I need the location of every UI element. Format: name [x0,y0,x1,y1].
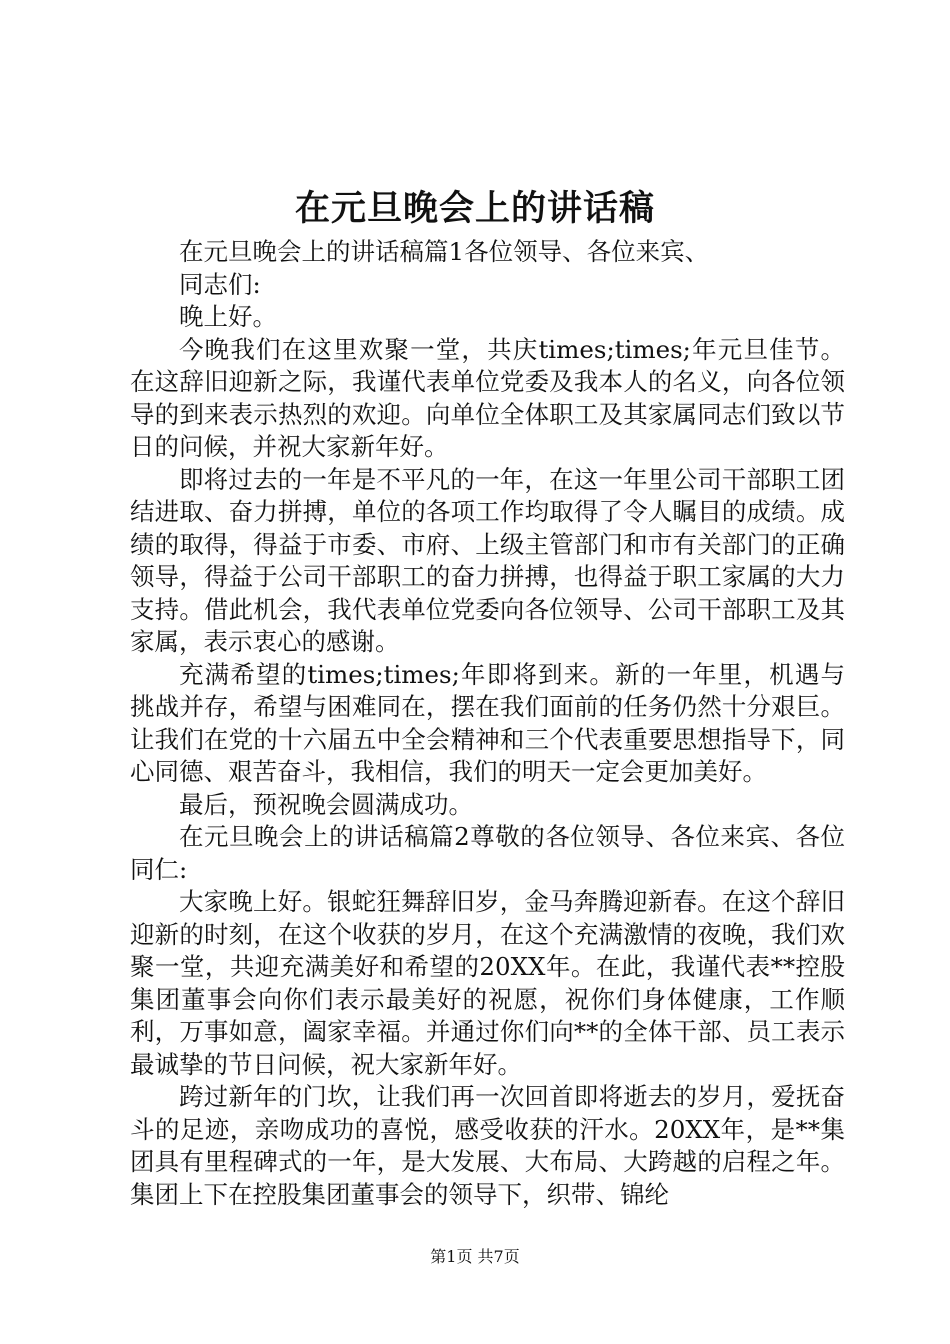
paragraph: 在元旦晚会上的讲话稿篇1各位领导、各位来宾、 [179,237,710,266]
paragraph: 充满希望的times;times;年即将到来。新的一年里，机遇与挑战并存，希望与困难同在，摆在我们面前的任务仍然十分艰巨。让我们在党的十六届五中全会精神和三个代表重要思想指导下，同心同德、艰苦奋斗，我相信，我们的明天一定会更加美好。 [130,659,845,786]
paragraph: 今晚我们在这里欢聚一堂，共庆times;times;年元旦佳节。在这辞旧迎新之际，我谨代表单位党委及我本人的名义，向各位领导的到来表示热烈的欢迎。向单位全体职工及其家属同志们致以节日的问候，并祝大家新年好。 [130,334,845,461]
paragraph: 同志们: [179,269,261,299]
paragraph: 在元旦晚会上的讲话稿篇2尊敬的各位领导、各位来宾、各位同仁: [130,822,845,884]
paragraph: 即将过去的一年是不平凡的一年，在这一年里公司干部职工团结进取、奋力拼搏，单位的各项工作均取得了令人瞩目的成绩。成绩的取得，得益于市委、市府、上级主管部门和市有关部门的正确领导，得益于公司干部职工的奋力拼搏，也得益于职工家属的大力支持。借此机会，我代表单位党委向各位领导、公司干部职工及其家属，表示衷心的感谢。 [130,464,845,656]
page-footer: 第1页 共7页 [430,1247,520,1266]
paragraph: 最后，预祝晚会圆满成功。 [179,789,473,819]
document-body [130,236,845,1211]
paragraph: 跨过新年的门坎，让我们再一次回首即将逝去的岁月，爱抚奋斗的足迹，亲吻成功的喜悦，感受收获的汗水。20XX年，是**集团具有里程碑式的一年，是大发展、大布局、大跨越的启程之年。集团上下在控股集团董事会的领导下，织带、锦纶 [130,1082,845,1209]
paragraph: 大家晚上好。银蛇狂舞辞旧岁，金马奔腾迎新春。在这个辞旧迎新的时刻，在这个收获的岁月，在这个充满激情的夜晚，我们欢聚一堂，共迎充满美好和希望的20XX年。在此，我谨代表**控股集团董事会向你们表示最美好的祝愿，祝你们身体健康，工作顺利，万事如意，阖家幸福。并通过你们向**的全体干部、员工表示最诚挚的节日问候，祝大家新年好。 [130,887,845,1079]
paragraph: 晚上好。 [179,302,277,331]
document-title: 在元旦晚会上的讲话稿 [294,188,655,229]
